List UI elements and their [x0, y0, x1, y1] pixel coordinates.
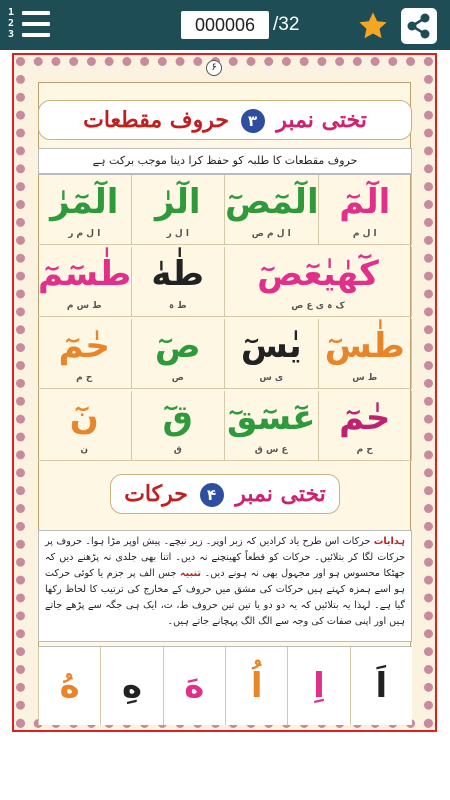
- muqattaat-cell: [319, 319, 413, 389]
- muqattaat-text: الٓمٓ: [339, 182, 391, 222]
- muqattaat-text: كٓهٰيٰعٓصٓ: [257, 254, 379, 294]
- muqattaat-text: عٓسٓقٓ: [227, 398, 316, 438]
- harakat-cell: اِ: [287, 647, 349, 725]
- harakat-row: [38, 646, 412, 725]
- lesson-3-badge: ۳: [241, 109, 265, 133]
- note-text: جس الف پر جزم یا کوئی حرکت ہو اسے ہمزہ کہتے ہیں حرکات کی مشق میں حروف کے مخارج کی ترتیب کا لحاظ رکھا گیا ہے۔ لہذا یہ بتلائیں کہ یہ دو دو یا تین تین حروف ط، ت، ایک ہی جگہ سے پڑھے جاتے ہیں اور اپنی صفات کی وجہ سے الگ الگ پہچانے جاتے ہیں۔: [45, 568, 405, 627]
- top-toolbar: [0, 0, 450, 50]
- muqattaat-hint: ط س م: [66, 301, 102, 311]
- harakat-cell: اَ: [350, 647, 412, 725]
- muqattaat-hint: ن: [80, 445, 89, 455]
- page-number-input[interactable]: 000006: [181, 11, 269, 39]
- muqattaat-cell: [225, 319, 319, 389]
- muqattaat-text: الٓمٓصٓ: [225, 182, 319, 222]
- lesson-3-subtitle: حروف مقطعات کا طلبہ کو حفظ کرا دینا موجب برکت ہے: [38, 148, 412, 174]
- muqattaat-grid: [38, 174, 412, 461]
- muqattaat-cell: [132, 247, 226, 317]
- share-button[interactable]: [401, 8, 437, 44]
- muqattaat-text: يٰسٓ: [240, 326, 302, 366]
- note-label: تنبیہ: [180, 568, 202, 579]
- muqattaat-cell: [132, 319, 226, 389]
- lesson-4-banner: [110, 474, 340, 514]
- muqattaat-cell: [319, 175, 413, 245]
- muqattaat-text: طٰهٰ: [151, 254, 205, 294]
- muqattaat-text: نٓ: [69, 398, 99, 438]
- muqattaat-hint: ا ل م ص: [251, 229, 291, 239]
- muqattaat-text: حٰمٓ: [58, 326, 110, 366]
- lesson-4-prefix: تختی نمبر: [235, 481, 326, 507]
- star-icon: [356, 10, 390, 42]
- page-total-label: /32: [273, 14, 300, 35]
- muqattaat-text: طٰسٓ: [324, 326, 405, 366]
- lesson-3-prefix: تختی نمبر: [276, 107, 367, 133]
- muqattaat-text: حٰمٓ: [339, 398, 391, 438]
- muqattaat-cell: [225, 247, 412, 317]
- harakat-cell: هُ: [38, 647, 100, 725]
- muqattaat-hint: ق: [173, 445, 182, 455]
- muqattaat-hint: ص: [171, 373, 184, 383]
- harakat-cell: هِ: [100, 647, 162, 725]
- instructions-text: حرکات اس طرح یاد کرادیں کہ زبر اوپر۔ زیر نیچے۔ پیش اوپر مڑا ہوا۔ حروف پر حرکات لگا کر بتلائیں۔ حرکات کو قطعاً کھینچنے نہ دیں۔ اتنا بھی جلدی نہ پڑھنے دیں کہ جھٹکا محسوس ہو اور مجہول بھی نہ ہونے دیں۔: [45, 536, 405, 579]
- muqattaat-text: الٓرٰ: [154, 182, 201, 222]
- muqattaat-cell: [38, 391, 132, 461]
- muqattaat-cell: [38, 319, 132, 389]
- muqattaat-cell: [225, 391, 319, 461]
- menu-list-button[interactable]: [8, 8, 52, 42]
- muqattaat-hint: ا ل م ر: [68, 229, 101, 239]
- muqattaat-hint: ح م: [356, 445, 373, 455]
- muqattaat-hint: ح م: [76, 373, 93, 383]
- hamburger-icon: [22, 11, 50, 44]
- muqattaat-hint: ط س: [352, 373, 378, 383]
- muqattaat-text: الٓمٓرٰ: [50, 182, 119, 222]
- lesson-4-badge: ۴: [200, 483, 224, 507]
- bookmark-star-button[interactable]: [356, 10, 390, 42]
- lesson-4-title: حرکات: [124, 481, 188, 507]
- muqattaat-text: قٓ: [162, 398, 193, 438]
- menu-digits: 1 2 3: [8, 7, 15, 40]
- muqattaat-cell: [132, 391, 226, 461]
- muqattaat-hint: ک ہ ی ع ص: [291, 301, 345, 311]
- share-icon: [401, 8, 437, 44]
- muqattaat-cell: [38, 247, 132, 317]
- instructions-label: ہدایات: [373, 536, 405, 547]
- harakat-cell: اُ: [225, 647, 287, 725]
- muqattaat-text: طٰسٓمٓ: [38, 254, 132, 294]
- lesson-3-title: حروف مقطعات: [83, 107, 229, 133]
- muqattaat-hint: ا ل م: [352, 229, 377, 239]
- muqattaat-hint: ط ہ: [168, 301, 187, 311]
- muqattaat-cell: [225, 175, 319, 245]
- muqattaat-cell: [38, 175, 132, 245]
- instructions-box: [38, 530, 412, 642]
- muqattaat-cell: [132, 175, 226, 245]
- muqattaat-hint: ا ل ر: [166, 229, 189, 239]
- muqattaat-text: صٓ: [154, 326, 201, 366]
- page-number-mark: ۶: [206, 60, 222, 76]
- lesson-3-banner: [38, 100, 412, 140]
- harakat-cell: هَ: [163, 647, 225, 725]
- muqattaat-hint: ع س ق: [254, 445, 288, 455]
- muqattaat-cell: [319, 391, 413, 461]
- muqattaat-hint: ی س: [259, 373, 284, 383]
